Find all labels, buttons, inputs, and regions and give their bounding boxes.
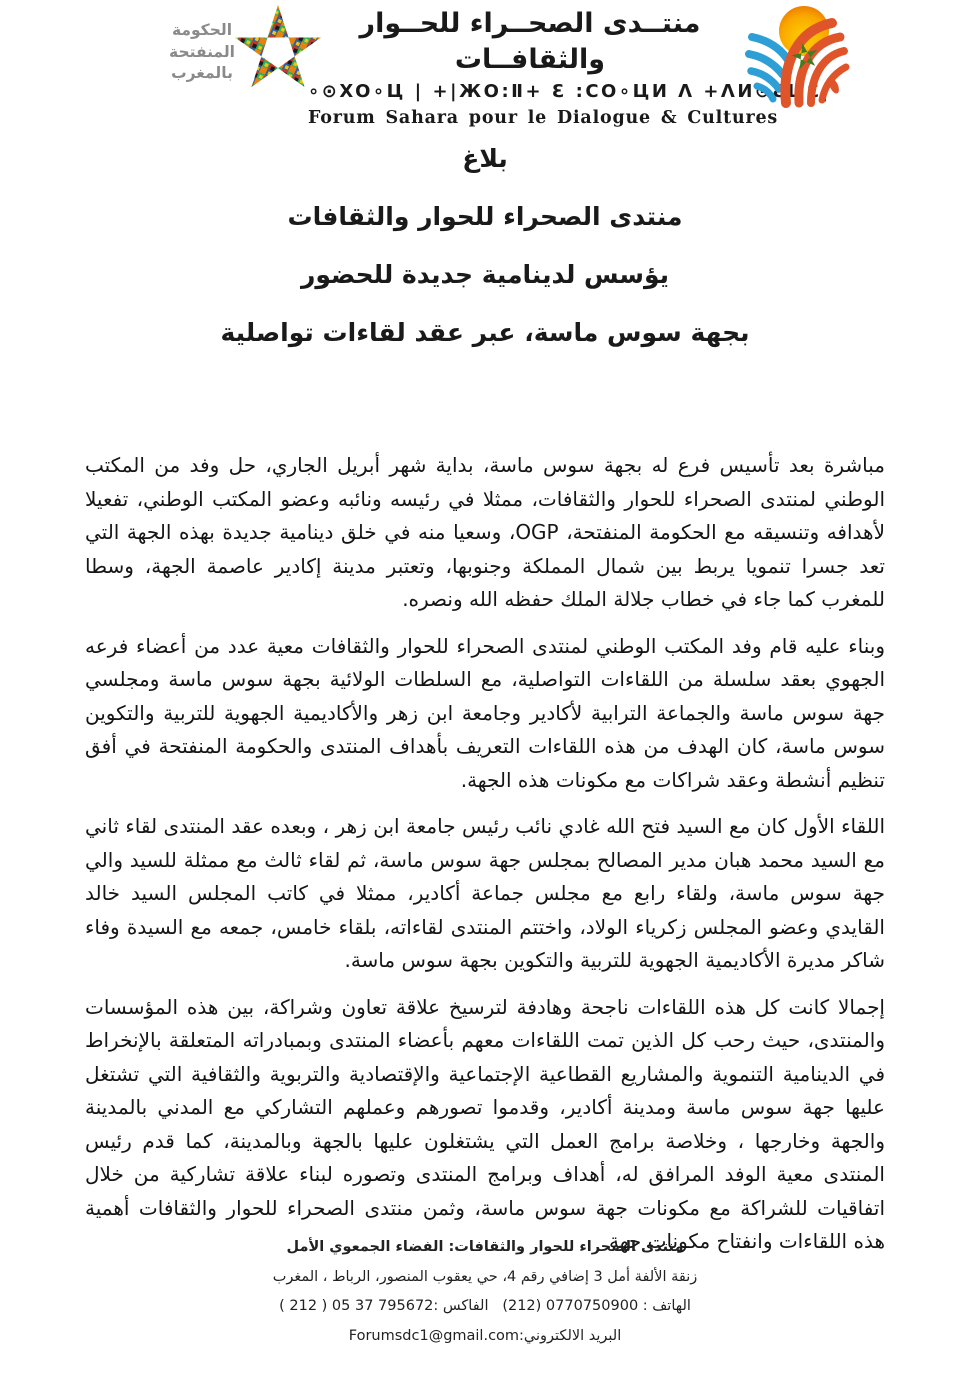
communique-title-block — [0, 142, 970, 374]
footer-email-line — [0, 1322, 970, 1352]
title-line-4: بجهة سوس ماسة، عبر عقد لقاءات تواصلية — [220, 318, 750, 347]
footer-phone-fax-line — [0, 1292, 970, 1322]
paragraph-4: إجمالا كانت كل هذه اللقاءات ناجحة وهادفة لترسيخ علاقة تعاون وشراكة، بين هذه المؤسسات والمنتدى، حيث رحب كل الذين تمت اللقاءات معهم بأعضاء المنتدى وبمبادراته المتعلقة بالإنخراط في الدينامية التنموية والمشاريع القطاعية الإجتماعية والإقتصادية والتربوية والثقافية التي تشتغل عليها جهة سوس ماسة ومدينة أكادير، وقدموا تصورهم وعملهم التشاركي مع المدني بالمدينة والجهة وخارجها ، وخلاصة برامج العمل التي يشتغلون عليها بالجهة وبالمدينة، كما قدم رئيس المنتدى معية الوفد المرافق له، أهداف وبرامج المنتدى وتصوره لبناء علاقة تشاركية من خلال اتفاقيات للشراكة مع مكونات جهة سوس ماسة، وثمن منتدى الصحراء للحوار والثقافات أهمية هذه اللقاءات وانفتاح مكونات جهة — [85, 994, 885, 1253]
footer-address-line: زنقة الألفة أمل 3 إضافي رقم 4، حي يعقوب المنصور، الرباط ، المغرب — [272, 1268, 698, 1285]
fax-label: الفاكس : — [433, 1298, 489, 1314]
org-title-tifinagh: ∘⊙XO∘Ц | +|ЖO:Ⅱ+ Ɛ :CO∘ЦИ Λ +ΛИ⊙ƐЦƐ| — [308, 81, 831, 102]
email-address: Forumsdc1@gmail.com — [348, 1327, 520, 1344]
open-gov-line-3: بالمغرب — [171, 64, 233, 82]
title-line-2: منتدى الصحراء للحوار والثقافات — [287, 202, 683, 231]
org-title-french: Forum Sahara pour le Dialogue & Cultures — [308, 108, 779, 128]
email-label: البريد الالكتروني: — [519, 1327, 622, 1344]
forum-sahara-logo-icon — [742, 0, 862, 108]
open-gov-line-1: الحكومة — [171, 21, 233, 39]
org-title-arabic: منتــدى الصحــراء للحــوار والثقافــات — [359, 8, 701, 75]
document-footer — [0, 1233, 970, 1351]
paragraph-1: مباشرة بعد تأسيس فرع له بجهة سوس ماسة، بداية شهر أبريل الجاري، حل وفد من المكتب الوطني لمنتدى الصحراء للحوار والثقافات، ممثلا في رئيسه ونائبه وعضو المكتب الوطني، تفعيلا لأهدافه وتنسيقه مع الحكومة المنفتحة، OGP، وسعيا منه في خلق دينامية جديدة بهذه الجهة التي تعد جسرا تنمويا يربط بين شمال المملكة وجنوبها، وتعتبر مدينة إكادير عاصمة الجهة، وسطا للمغرب كما جاء في خطاب جلالة الملك حفظه الله ونصره. — [85, 453, 885, 611]
document-body — [85, 449, 885, 1272]
fax-number: ( 212 ) 05 37 795672 — [279, 1298, 434, 1314]
organization-header — [308, 6, 831, 132]
open-gov-line-2: المنفتحة — [169, 42, 235, 61]
paragraph-3: اللقاء الأول كان مع السيد فتح الله غادي نائب رئيس جامعة ابن زهر ، وبعده عقد المنتدى لقاء ثاني مع السيد محمد هبان مدير المصالح بمجلس جهة سوس ماسة، ثم لقاء ثالث مع ممثلة للسيد والي جهة سوس ماسة، ولقاء رابع مع مجلس جماعة أكادير، ممثلا في كاتب المجلس السيد خالد القايدي وعضو المجلس زكرياء الولاد، واختتم المنتدى لقاءاته، بلقاء خامس، جمعه مع السيدة وفاء شاكر مديرة الأكاديمية الجهوية للتربية والتكوين بجهة سوس ماسة. — [85, 814, 885, 972]
phone-number: (212) 0770750900 — [502, 1298, 639, 1314]
title-line-1: بلاغ — [462, 144, 508, 173]
footer-org-line: منتدى الصحراء للحوار والثقافات: الفضاء الجمعوي الأمل — [286, 1239, 684, 1255]
title-line-3: يؤسس لدينامية جديدة للحضور — [300, 260, 670, 289]
phone-label: الهاتف : — [642, 1298, 691, 1314]
paragraph-2: وبناء عليه قام وفد المكتب الوطني لمنتدى الصحراء للحوار والثقافات معية عدد من أعضاء فرعه الجهوي بعقد سلسلة من اللقاءات التواصلية، مع السلطات الولائية بجهة سوس ماسة ومجلسي جهة سوس ماسة والجماعة الترابية لأكادير وجامعة ابن زهر والأكاديمية الجهوية للتربية والتكوين سوس ماسة، كان الهدف من هذه اللقاءات التعريف بأهداف المنتدى والحكومة المنفتحة في أفق تنظيم أنشطة وعقد شراكات مع مكونات هذه الجهة. — [85, 633, 885, 792]
